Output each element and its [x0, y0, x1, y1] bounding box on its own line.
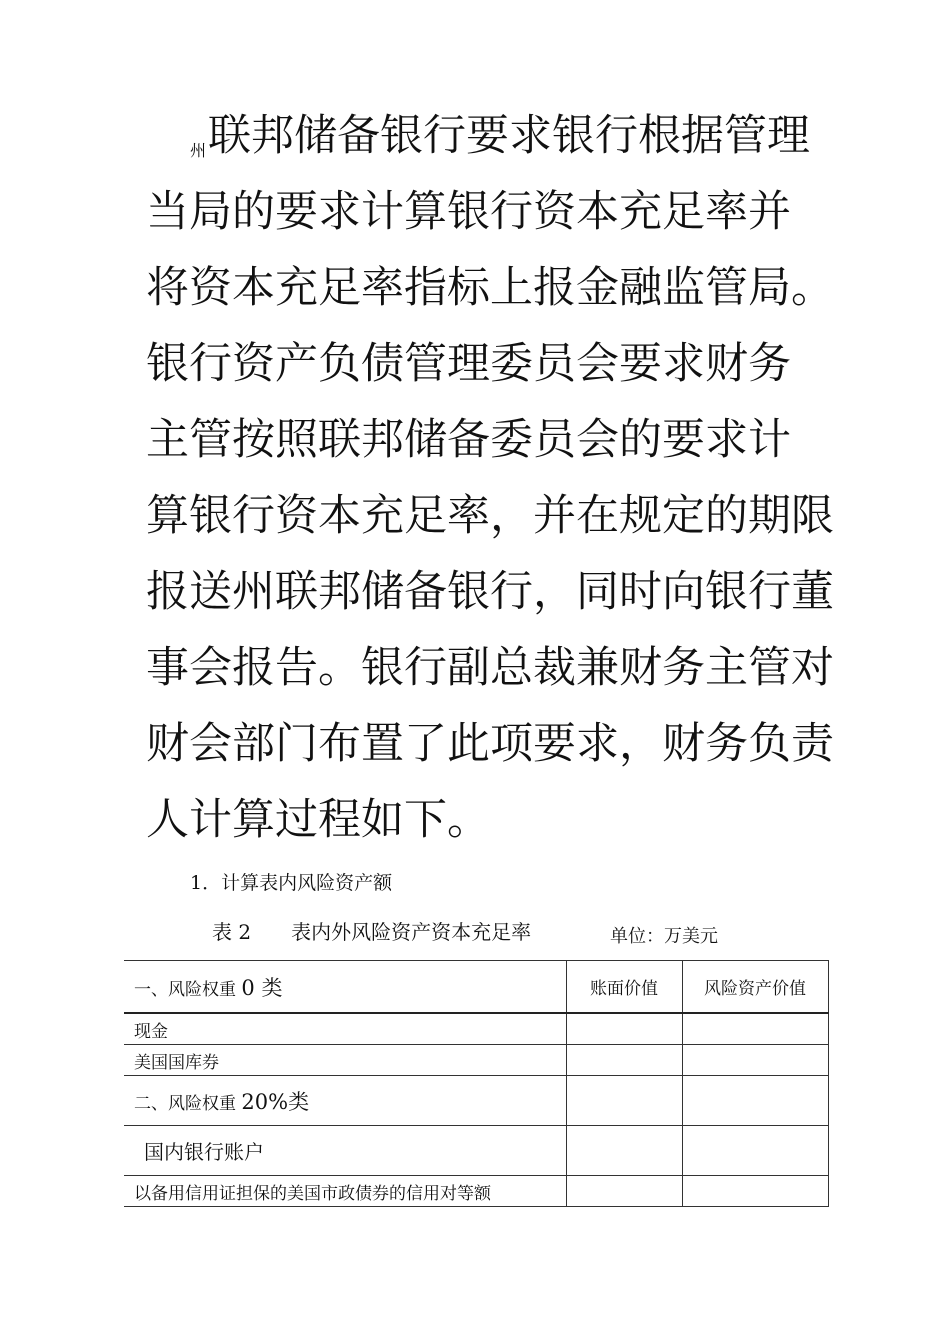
- table-title: 表内外风险资产资本充足率: [291, 920, 532, 944]
- table-row: [124, 1126, 828, 1176]
- row-book-domestic-bank: [566, 1126, 682, 1176]
- paragraph-line-10: 人计算过程如下。: [146, 795, 490, 845]
- row-risk-treasury: [682, 1045, 828, 1076]
- category-2-prefix: 二、风险权重: [134, 1093, 242, 1114]
- risk-value-header: 风险资产价值: [682, 961, 828, 1014]
- table-caption: [212, 918, 531, 946]
- category-2-value: 20%类: [241, 1089, 310, 1114]
- table-row: [124, 1045, 828, 1076]
- row-book-cash: [566, 1013, 682, 1045]
- row-label-treasury: 美国国库券: [124, 1045, 566, 1076]
- table-row: [124, 1176, 828, 1207]
- table-category-row: [124, 1076, 828, 1126]
- section-heading: 1．计算表内风险资产额: [190, 872, 393, 894]
- row-label-municipal-bonds: 以备用信用证担保的美国市政债券的信用对等额: [124, 1176, 566, 1207]
- category-2-risk: [682, 1076, 828, 1126]
- row-book-treasury: [566, 1045, 682, 1076]
- paragraph-line-9: 财会部门布置了此项要求，财务负责: [146, 719, 834, 769]
- paragraph-prefix-small: 州: [190, 141, 207, 160]
- category-2-book: [566, 1076, 682, 1126]
- paragraph-line-3: 将资本充足率指标上报金融监管局。: [146, 263, 834, 313]
- book-value-header: 账面价值: [566, 961, 682, 1014]
- paragraph-line-6: 算银行资本充足率，并在规定的期限: [146, 491, 834, 541]
- body-paragraph: [146, 98, 834, 858]
- category-1-value: 0 类: [241, 975, 283, 1000]
- row-label-domestic-bank: 国内银行账户: [124, 1126, 566, 1176]
- paragraph-line-5: 主管按照联邦储备委员会的要求计: [146, 415, 791, 465]
- category-2-header: [124, 1076, 566, 1126]
- row-book-municipal-bonds: [566, 1176, 682, 1207]
- row-risk-domestic-bank: [682, 1126, 828, 1176]
- paragraph-line-2: 当局的要求计算银行资本充足率并: [146, 187, 791, 237]
- table-row: [124, 1013, 828, 1045]
- table-number: 表 2: [212, 920, 252, 944]
- paragraph-line-1: [146, 98, 814, 174]
- row-risk-municipal-bonds: [682, 1176, 828, 1207]
- risk-asset-table: [124, 960, 829, 1207]
- category-1-header: [124, 961, 566, 1014]
- category-1-prefix: 一、风险权重: [134, 979, 242, 1000]
- paragraph-line-4: 银行资产负债管理委员会要求财务: [146, 339, 791, 389]
- table-header-row: [124, 961, 828, 1014]
- paragraph-line-1-text: 联邦储备银行要求银行根据管理: [208, 111, 811, 161]
- paragraph-line-8: 事会报告。银行副总裁兼财务主管对: [146, 643, 834, 693]
- row-risk-cash: [682, 1013, 828, 1045]
- paragraph-line-7: 报送州联邦储备银行，同时向银行董: [146, 567, 834, 617]
- table-unit-label: 单位：万美元: [610, 926, 718, 947]
- row-label-cash: 现金: [124, 1013, 566, 1045]
